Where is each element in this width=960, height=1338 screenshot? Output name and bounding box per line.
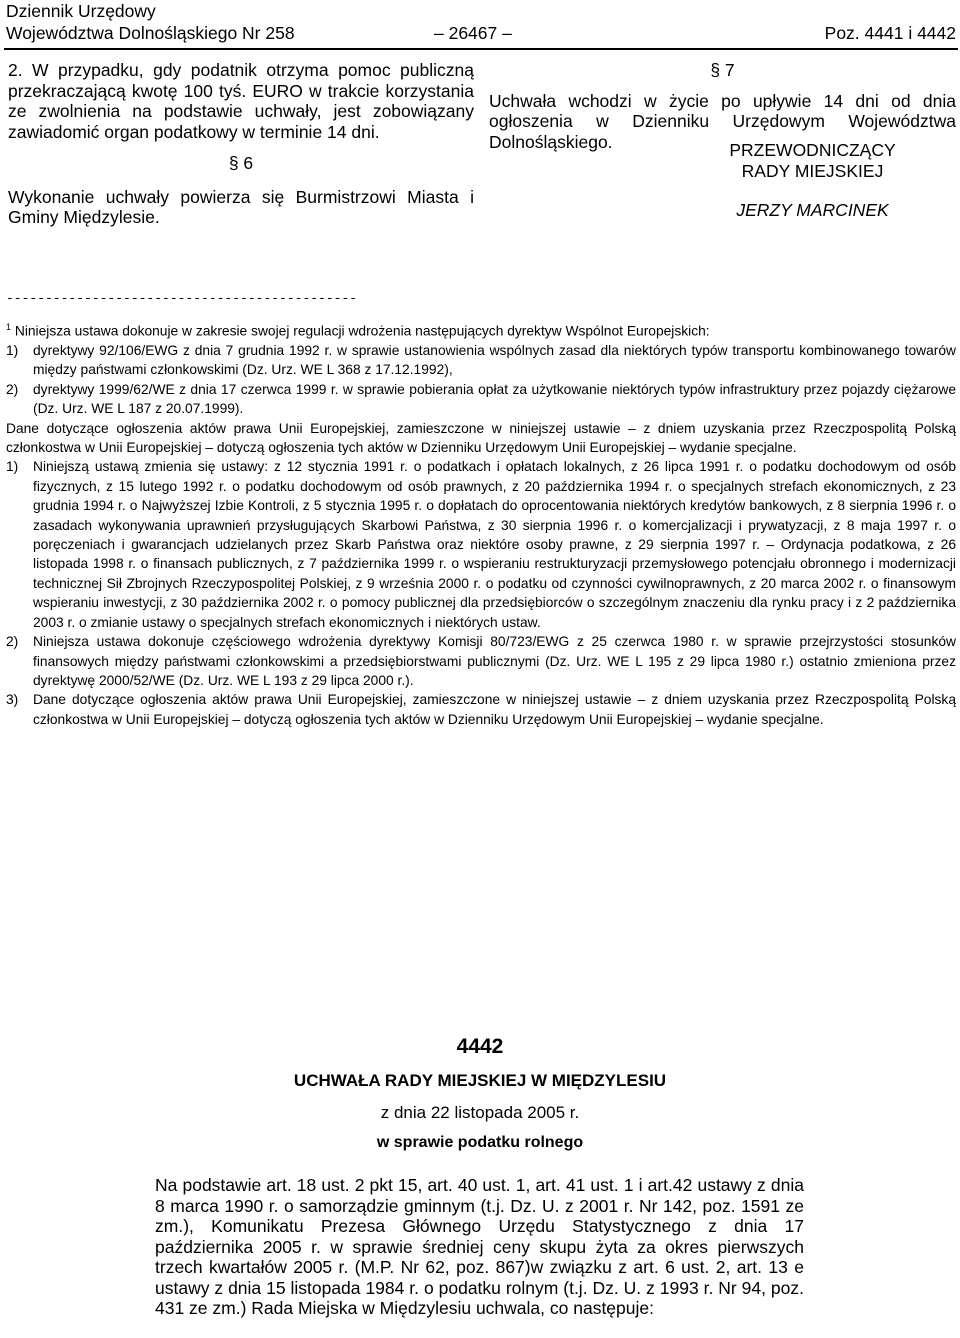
signature-name: JERZY MARCINEK: [736, 200, 889, 220]
header-rule: [4, 48, 958, 50]
signature-title-1: PRZEWODNICZĄCY: [729, 140, 896, 160]
footnote-marker: 1: [6, 322, 12, 332]
footnote-intro: [6, 318, 956, 341]
footnote-item-number: 1): [6, 459, 19, 475]
left-column: [8, 60, 474, 228]
section-7-text: Uchwała wchodzi w życie po upływie 14 dni od dnia ogłoszenia w Dzienniku Urzędowym Województwa Dolnośląskiego.: [489, 90, 956, 152]
signature-title-2: RADY MIEJSKIEJ: [741, 160, 884, 181]
footnote-item-number: 2): [6, 381, 19, 397]
item-2-text: 2. W przypadku, gdy podatnik otrzyma pomoc publiczną przekraczającą kwotę 100 tyś. EURO w trakcie korzystania ze zwolnienia na podstawie uchwały, jest zobowiązany zawiadomić organ podatkowy w terminie 14 dni.: [8, 60, 474, 142]
voivodeship-issue: Województwa Dolnośląskiego Nr 258: [6, 23, 295, 43]
section-7-heading: § 7: [710, 60, 735, 80]
footnote-item-text: dyrektywy 92/106/EWG z dnia 7 grudnia 1992 r. w sprawie ustanowienia wspólnych zasad dla niektórych typów transportu kombinowanego towarów między państwami członkowskimi (Dz. Urz. WE L 368 z 17.12.1992),: [33, 343, 956, 378]
footnote-item-text: dyrektywy 1999/62/WE z dnia 17 czerwca 1999 r. w sprawie pobierania opłat za użytkowanie niektórych typów infrastruktury przez pojazdy ciężarowe (Dz. Urz. WE L 187 z 20.07.1999).: [33, 381, 956, 417]
footnote-item-number: 3): [6, 692, 19, 708]
footnote-item: [6, 380, 956, 419]
resolution-title: UCHWAŁA RADY MIEJSKIEJ W MIĘDZYLESIU: [293, 1071, 667, 1090]
resolution-date: z dnia 22 listopada 2005 r.: [380, 1103, 580, 1122]
footnote-item-number: 1): [6, 343, 19, 358]
footnote-item-text: Niniejsza ustawa dokonuje częściowego wdrożenia dyrektywy Komisji 80/723/EWG z 25 czerwca 1980 r. w sprawie przejrzystości stosunków finansowych między państwami członkowskimi a przedsiębiorstwami publicznymi (Dz. Urz. WE L 195 z 29 lipca 1980 r.) ostatnio zmieniona przez dyrektywę 2000/52/WE (Dz. Urz. WE L 193 z 29 lipca 2000 r.).: [33, 634, 956, 688]
footnote-item: [6, 457, 956, 632]
page-header: [6, 0, 956, 44]
resolution-preamble: Na podstawie art. 18 ust. 2 pkt 15, art. 40 ust. 1, art. 41 ust. 1 i art.42 ustawy z dnia 8 marca 1990 r. o samorządzie gminnym (t.j. Dz. U. z 2001 r. Nr 142, poz. 1591 ze zm.), Komunikatu Prezesa Głównego Urzędu Statystycznego z dnia 17 października 2005 r. w sprawie średniej ceny skupu żyta za okres pierwszych trzech kwartałów 2005 r. (M.P. Nr 62, poz. 867)w związku z art. 6 ust. 2, art. 13 e ustawy z dnia 15 listopada 1984 r. o podatku rolnym (t.j. Dz. U. z 1993 r. Nr 94, poz. 431 ze zm.) Rada Miejska w Międzylesiu uchwala, co następuje:: [155, 1175, 804, 1318]
footnote-dane: Dane dotyczące ogłoszenia aktów prawa Unii Europejskiej, zamieszczone w niniejszej ustawie – z dniem uzyskania przez Rzeczpospolitą Polską członkostwa w Unii Europejskiej – dotyczą ogłoszenia tych aktów w Dzienniku Urzędowym Unii Europejskiej – wydanie specjalne.: [6, 420, 956, 456]
right-column: [489, 60, 956, 221]
footnotes: [6, 318, 956, 729]
header-line: [6, 22, 956, 44]
footnote-separator: ---------------------------------------------: [6, 291, 358, 306]
footnote-item-text: Dane dotyczące ogłoszenia aktów prawa Unii Europejskiej, zamieszczone w niniejszej ustawie – z dniem uzyskania przez Rzeczpospolitą Polską członkostwa w Unii Europejskiej – dotyczą ogłoszenia tych aktów w Dzienniku Urzędowym Unii Europejskiej – wydanie specjalne.: [33, 692, 956, 727]
footnote-item: [6, 341, 956, 380]
publication-name: Dziennik Urzędowy: [6, 1, 156, 21]
footnote-item: [6, 690, 956, 729]
footnote-item-text: Niniejszą ustawą zmienia się ustawy: z 12 stycznia 1991 r. o podatkach i opłatach lokalnych, z 26 lipca 1991 r. o podatku dochodowym od osób fizycznych, z 15 lutego 1992 r. o podatku dochodowym od osób prawnych, z 20 października 1994 r. o specjalnych strefach ekonomicznych, z 23 grudnia 1994 r. o Najwyższej Izbie Kontroli, z 5 stycznia 1995 r. o dopłatach do oprocentowania niektórych kredytów bankowych, z 8 sierpnia 1996 r. o zasadach wykonywania uprawnień przysługujących Skarbowi Państwa, z 30 sierpnia 1996 r. o komercjalizacji i prywatyzacji, z 8 maja 1997 r. o poręczeniach i gwarancjach udzielanych przez Skarb Państwa oraz niektóre osoby prawne, z 29 sierpnia 1997 r. – Ordynacja podatkowa, z 26 listopada 1998 r. o finansach publicznych, z 7 października 1999 r. o wspieraniu restrukturyzacji przemysłowego potencjału obronnego i modernizacji technicznej Sił Zbrojnych Rzeczypospolitej Polskiej, z 9 września 2000 r. o podatku od czynności cywilnoprawnych, z 20 marca 2002 r. o finansowym wspieraniu inwestycji, z 30 października 2002 r. o pomocy publicznej dla przedsiębiorców o szczególnym znaczeniu dla rynku pracy i z 2 października 2003 r. o zmianie ustawy o specjalnych strefach ekonomicznych i niektórych ustaw.: [33, 459, 956, 630]
section-6-heading: § 6: [228, 153, 254, 173]
resolution-subject: w sprawie podatku rolnego: [376, 1134, 584, 1151]
resolution-number: 4442: [456, 1035, 504, 1058]
page-number: – 26467 –: [434, 23, 512, 43]
footnote-item: [6, 632, 956, 690]
footnote-intro-text: Niniejsza ustawa dokonuje w zakresie swojej regulacji wdrożenia następujących dyrektyw Wspólnot Europejskich:: [14, 323, 710, 339]
position-number: Poz. 4441 i 4442: [824, 23, 956, 43]
footnote-item-number: 2): [6, 634, 19, 650]
section-6-text: Wykonanie uchwały powierza się Burmistrzowi Miasta i Gminy Międzylesie.: [8, 186, 474, 227]
